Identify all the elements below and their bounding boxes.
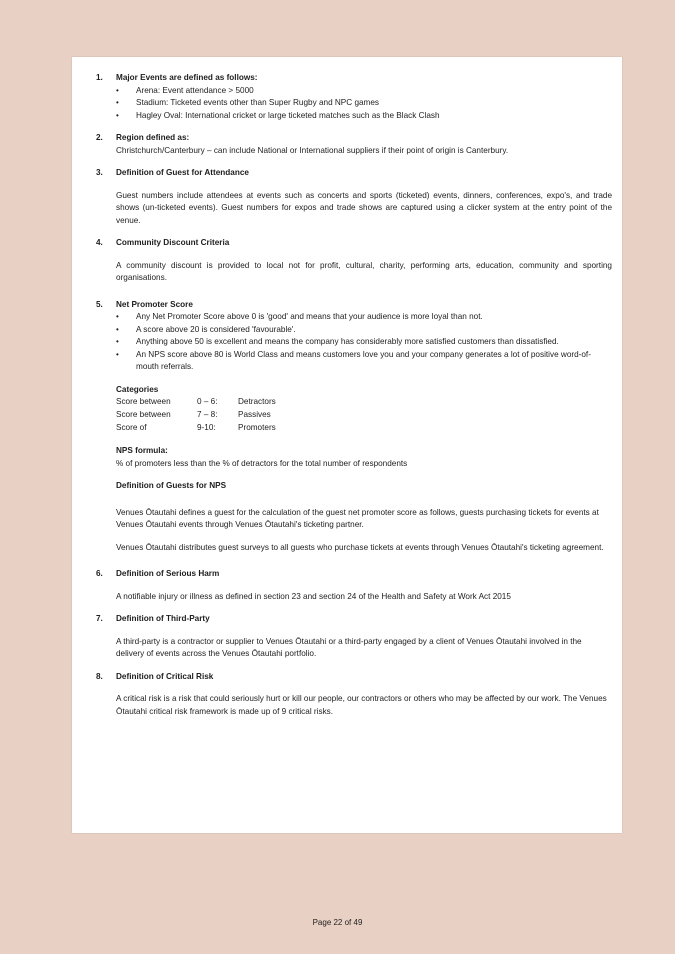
section-text: A critical risk is a risk that could seriously hurt or kill our people, our contractors or others who may be affected by our work. The Venues Ōtautahi critical risk framework is made up of 9 critical risks. [116, 694, 607, 716]
categories-table [116, 396, 276, 435]
section-heading: Definition of Serious Harm [116, 569, 220, 578]
section-major-events [96, 72, 612, 122]
bullet-list [116, 311, 612, 374]
category-label: Score between [116, 397, 171, 406]
section-number: 7. [96, 614, 103, 623]
section-region [96, 132, 612, 157]
category-name: Passives [238, 410, 271, 419]
category-name: Detractors [238, 397, 276, 406]
section-heading: Region defined as: [116, 133, 190, 142]
list-item: • Any Net Promoter Score above 0 is 'good' and means that your audience is more loyal than not. [136, 311, 612, 324]
section-heading: Definition of Critical Risk [116, 671, 214, 681]
section-critical-risk [96, 671, 612, 719]
bullet-list [116, 85, 612, 123]
section-number: 2. [96, 133, 103, 142]
guests-nps-paragraph: Venues Ōtautahi distributes guest surveys to all guests who purchase tickets at events through Venues Ōtautahi's ticketing agreement. [116, 542, 604, 552]
section-text: A community discount is provided to local not for profit, cultural, charity, performing arts, education, community and sporting organisations. [116, 260, 612, 282]
list-item: • Hagley Oval: International cricket or large ticketed matches such as the Black Clash [136, 110, 612, 123]
section-number: 6. [96, 569, 103, 578]
table-row [116, 396, 276, 409]
table-row [116, 422, 276, 435]
page-content [96, 72, 612, 718]
section-guest-attendance [96, 167, 612, 227]
section-number: 1. [96, 73, 103, 82]
document-page [72, 57, 622, 833]
list-item: • An NPS score above 80 is World Class and means customers love you and your company generates a lot of positive word-of-mouth referrals. [136, 349, 612, 374]
section-number: 5. [96, 299, 103, 309]
section-heading: Definition of Third-Party [116, 614, 210, 623]
categories-heading: Categories [116, 384, 159, 394]
list-item: • Arena: Event attendance > 5000 [136, 85, 612, 98]
category-name: Promoters [238, 423, 276, 432]
list-item: • Anything above 50 is excellent and means the company has considerably more satisfied customers than dissatisfied. [136, 336, 612, 349]
category-label: Score between [116, 410, 171, 419]
section-text: Christchurch/Canterbury – can include National or International suppliers if their point of origin is Canterbury. [116, 145, 509, 155]
nps-formula-text: % of promoters less than the % of detractors for the total number of respondents [116, 458, 408, 468]
section-text: Guest numbers include attendees at events such as concerts and sports (ticketed) events, dinners, conferences, expo's, and trade shows (un-ticketed events). Guest numbers for expos and trade shows are captured using a clicker system at the entry point of the venue. [116, 190, 612, 225]
section-text: A notifiable injury or illness as defined in section 23 and section 24 of the Health and Safety at Work Act 2015 [116, 591, 511, 601]
section-heading: Definition of Guest for Attendance [116, 168, 249, 177]
category-range: 9-10: [197, 423, 216, 432]
section-heading: Community Discount Criteria [116, 238, 230, 247]
category-range: 0 – 6: [197, 397, 218, 406]
page-number: Page 22 of 49 [312, 918, 363, 927]
section-number: 3. [96, 168, 103, 177]
section-number: 8. [96, 671, 103, 681]
list-item: • A score above 20 is considered 'favourable'. [136, 324, 612, 337]
section-net-promoter-score [96, 299, 612, 555]
nps-formula-heading: NPS formula: [116, 446, 168, 455]
section-third-party [96, 613, 612, 661]
section-community-discount [96, 237, 612, 285]
section-heading: Major Events are defined as follows: [116, 73, 258, 82]
list-item: • Stadium: Ticketed events other than Super Rugby and NPC games [136, 97, 612, 110]
guests-nps-paragraph: Venues Ōtautahi defines a guest for the calculation of the guest net promoter score as follows, guests purchasing tickets for events at Venues Ōtautahi events through Venues Ōtautahi's ticketing partner. [116, 507, 599, 529]
section-number: 4. [96, 238, 103, 247]
category-range: 7 – 8: [197, 410, 218, 419]
section-serious-harm [96, 568, 612, 603]
guests-nps-heading: Definition of Guests for NPS [116, 481, 227, 490]
section-heading: Net Promoter Score [116, 299, 193, 309]
section-text: A third-party is a contractor or supplier to Venues Ōtautahi or a third-party engaged by a client of Venues Ōtautahi involved in the delivery of events across the Venues Ōtautahi portfolio. [116, 636, 582, 658]
category-label: Score of [116, 423, 147, 432]
table-row [116, 409, 276, 422]
